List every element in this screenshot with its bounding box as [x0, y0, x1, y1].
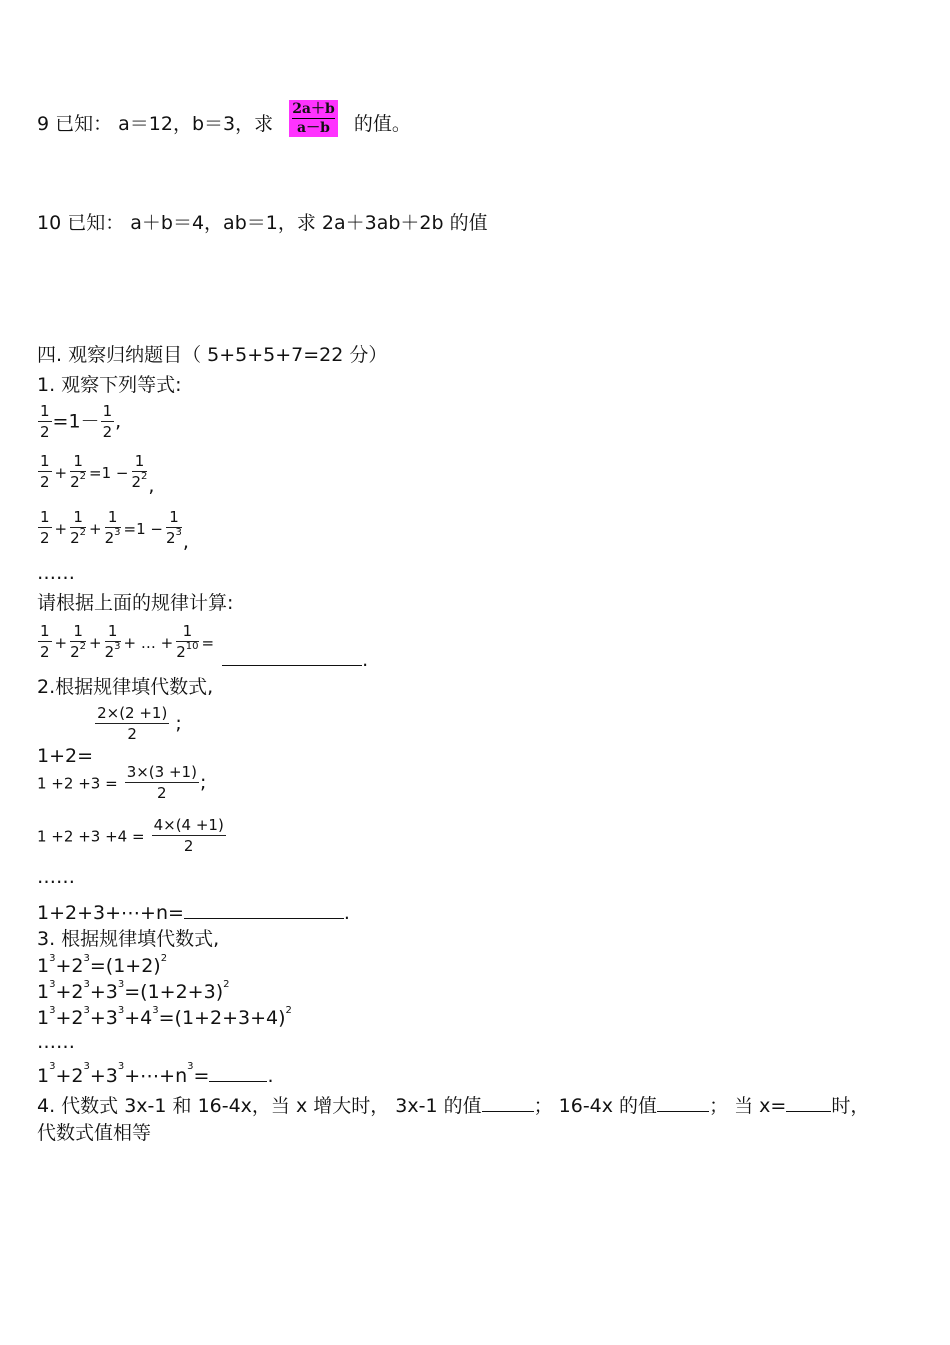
- fraction: $\frac{1}{2^2}$: [70, 622, 87, 661]
- fraction: $\frac{1}{2^2}$: [70, 508, 87, 547]
- q10-text: 10 已知： a＋b＝4，ab＝1，求 2a＋3ab＋2b 的值: [37, 212, 488, 234]
- q9-highlighted-fraction: [289, 100, 338, 137]
- problem-2-row-1: 1+2= $\frac{2\times(2 +1)}{2}$ ;: [37, 704, 182, 767]
- q9-fraction-numerator: 2a＋b: [292, 101, 335, 117]
- fraction: $\frac{1}{2}$: [40, 508, 50, 547]
- problem-2-ellipsis: ……: [37, 866, 75, 888]
- problem-4-line-2: 代数式值相等: [37, 1122, 152, 1144]
- problem-1-equation-2: $\frac{1}{2}$ + $\frac{1}{2^2}$ =1 − $\frac{1}{2^2}$ ,: [40, 452, 155, 497]
- fraction: $\frac{1}{2^3}$: [166, 508, 182, 547]
- problem-1-equation-1: $\frac{1}{2}$ =1－ $\frac{1}{2}$ ,: [40, 402, 122, 441]
- problem-1-equation-3: $\frac{1}{2}$ + $\frac{1}{2^2}$ + $\frac{1}{2^3}$ =1 − $\frac{1}{2^3}$ ,: [40, 508, 189, 553]
- problem-3-ellipsis: ……: [37, 1031, 75, 1053]
- fraction: $\frac{1}{2}$: [40, 402, 50, 441]
- question-9: [37, 101, 411, 143]
- problem-3-line-3: $1^3+2^3+3^3+4^3=(1+2+3+4)^2$: [37, 1005, 292, 1029]
- problem-2-title: 2.根据规律填代数式,: [37, 676, 214, 698]
- problem-3-final: $1^3+2^3+3^3+\cdots+n^3=$ .: [37, 1061, 274, 1087]
- problem-3-line-2: $1^3+2^3+3^3=(1+2+3)^2$: [37, 979, 230, 1003]
- question-10: [37, 214, 488, 233]
- problem-1-compute: $\frac{1}{2}$ + $\frac{1}{2^2}$ + $\frac{1}{2^3}$ + … + $\frac{1}{2^{10}}$ = .: [40, 622, 369, 671]
- fraction: $\frac{2\times(2 +1)}{2}$: [97, 704, 168, 743]
- problem-3-title: 3. 根据规律填代数式,: [37, 928, 220, 950]
- answer-blank[interactable]: [482, 1095, 534, 1112]
- section-4-heading: 四. 观察归纳题目（ 5+5+5+7=22 分）: [37, 344, 388, 366]
- q9-fraction-denominator: a－b: [297, 120, 330, 136]
- answer-blank[interactable]: [184, 902, 344, 919]
- problem-2-final: 1+2+3+⋯+n= .: [37, 902, 350, 924]
- problem-2-row-2: 1 +2 +3 = $\frac{3\times(3 +1)}{2}$ ;: [37, 763, 207, 802]
- problem-1-title: 1. 观察下列等式:: [37, 374, 182, 396]
- q9-prefix: 9 已知： a＝12，b＝3，求: [37, 113, 274, 135]
- q9-suffix: 的值。: [353, 113, 411, 135]
- answer-blank[interactable]: [222, 649, 362, 666]
- fraction: $\frac{3\times(3 +1)}{2}$: [126, 763, 197, 802]
- problem-4-line-1: 4. 代数式 3x-1 和 16-4x，当 x 增大时， 3x-1 的值 ； 16-4x 的值 ； 当 x= 时，: [37, 1095, 870, 1117]
- answer-blank[interactable]: [786, 1095, 831, 1112]
- fraction: $\frac{1}{2^2}$: [70, 452, 87, 491]
- fraction: $\frac{1}{2}$: [40, 622, 50, 661]
- fraction: $\frac{1}{2^3}$: [104, 508, 121, 547]
- fraction: $\frac{1}{2^{10}}$: [176, 622, 199, 661]
- fraction: $\frac{1}{2}$: [102, 402, 113, 441]
- problem-3-line-1: $1^3+2^3=(1+2)^2$: [37, 953, 168, 977]
- answer-blank[interactable]: [657, 1095, 709, 1112]
- answer-blank[interactable]: [209, 1065, 267, 1082]
- fraction: $\frac{4\times(4 +1)}{2}$: [153, 816, 224, 855]
- problem-2-row-3: 1 +2 +3 +4 = $\frac{4\times(4 +1)}{2}$: [37, 816, 224, 855]
- fraction: $\frac{1}{2^3}$: [104, 622, 121, 661]
- fraction: $\frac{1}{2^2}$: [131, 452, 148, 491]
- problem-1-ellipsis: ……: [37, 562, 75, 584]
- problem-1-instruction: 请根据上面的规律计算:: [37, 592, 234, 614]
- fraction: $\frac{1}{2}$: [40, 452, 50, 491]
